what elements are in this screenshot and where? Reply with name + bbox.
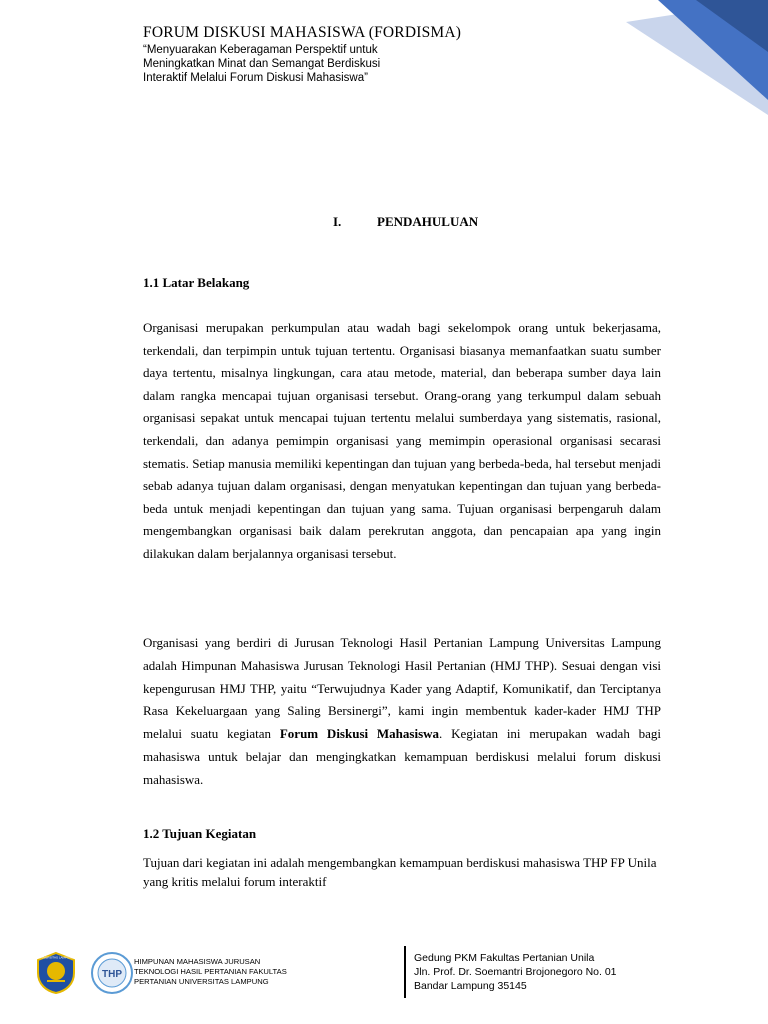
university-logo-icon [34, 951, 78, 995]
motto-line: “Menyuarakan Keberagaman Perspektif untuk [143, 44, 378, 56]
paragraph-text: . Kegiatan ini merupakan wadah bagi mahasiswa untuk belajar dan mengingkatkan kemampuan berdiskusi melalui forum diskusi mahasiswa. [143, 726, 661, 787]
corner-decoration [598, 0, 768, 115]
footer-divider [404, 946, 406, 998]
org-motto [143, 43, 583, 85]
paragraph: Organisasi merupakan perkumpulan atau wadah bagi sekelompok orang untuk bekerjasama, terkendali, dan terpimpin untuk tujuan tertentu. Organisasi biasanya memanfaatkan suatu sumber daya tertentu, misalnya lingkungan, cara atau metode, material, dan beberapa sumber daya lain dalam rangka mencapai tujuan organisasi tersebut. Orang-orang yang terkumpul dalam sebuah organisasi sepakat untuk mencapai tujuan tertentu melalui sumberdaya yang sistematis, rasional, terkendali, dan adanya pemimpin organisasi yang memimpin operasional organisasi secarasi stematis. Setiap manusia memiliki kepentingan dan tujuan yang berbeda-beda, hal tersebut menjadi sebab adanya tujuan dalam organisasi, dengan menyatukan kepentingan dan tujuan yang berbeda-beda untuk menjadi kepentingan dan tujuan yang sama. Tujuan organisasi berpengaruh dalam mengembangkan organisasi baik dalam perekrutan anggota, dan pencapaian apa yang ingin dilakukan dalam berjalannya organisasi tersebut. [143, 320, 661, 561]
motto-line: Interaktif Melalui Forum Diskusi Mahasiswa” [143, 72, 368, 84]
section-name: PENDAHULUAN [377, 214, 479, 229]
org-line: HIMPUNAN MAHASISWA JURUSAN [134, 957, 261, 966]
org-line: PERTANIAN UNIVERSITAS LAMPUNG [134, 977, 269, 986]
org-line: TEKNOLOGI HASIL PERTANIAN FAKULTAS [134, 967, 287, 976]
address-line: Jln. Prof. Dr. Soemantri Brojonegoro No. 01 [414, 966, 617, 978]
motto-line: Meningkatkan Minat dan Semangat Berdiskusi [143, 58, 381, 70]
org-name [134, 957, 394, 987]
logo-text: THP [102, 969, 122, 980]
paragraph-text: Organisasi yang berdiri di Jurusan Teknologi Hasil Pertanian Lampung Universitas Lampung adalah Himpunan Mahasiswa Jurusan Teknologi Hasil Pertanian (HMJ THP). Sesuai dengan visi kepengurusan HMJ THP, yaitu “Terwujudnya Kader yang Adaptif, Komunikatif, dan Terciptanya Rasa Kekeluargaan yang Saling Bersinergi”, kami ingin membentuk kader-kader HMJ THP melalui suatu kegiatan [143, 635, 661, 742]
org-title: FORUM DISKUSI MAHASISWA (FORDISMA) [143, 24, 462, 41]
address-line: Bandar Lampung 35145 [414, 980, 527, 992]
letterhead [143, 24, 583, 85]
logo-text: UNIVERSITAS LAMPUNG [38, 955, 74, 960]
section-title [333, 214, 478, 230]
paragraph [143, 632, 661, 792]
address [414, 951, 714, 993]
subheading-tujuan-kegiatan: 1.2 Tujuan Kegiatan [143, 826, 257, 841]
address-line: Gedung PKM Fakultas Pertanian Unila [414, 952, 595, 964]
section-number: I. [333, 214, 342, 229]
department-logo-icon [90, 951, 134, 995]
paragraph: Tujuan dari kegiatan ini adalah mengembangkan kemampuan berdiskusi mahasiswa THP FP Unila yang kritis melalui forum interaktif [143, 855, 657, 889]
bold-term: Forum Diskusi Mahasiswa [279, 726, 440, 742]
subheading-latar-belakang: 1.1 Latar Belakang [143, 275, 250, 290]
